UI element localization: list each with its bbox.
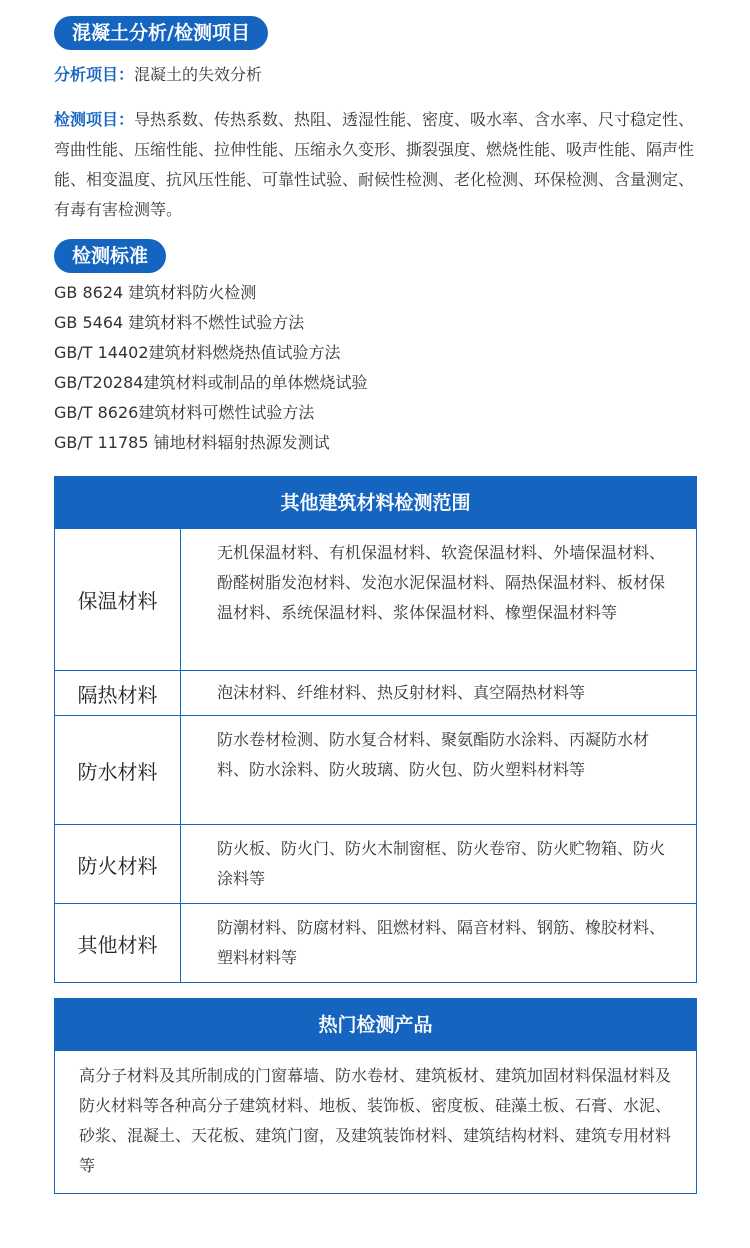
table-row: [55, 670, 696, 715]
hot-products-table: [54, 998, 697, 1194]
standard-item: GB/T 14402建筑材料燃烧热值试验方法: [54, 343, 341, 362]
standard-item: GB/T 8626建筑材料可燃性试验方法: [54, 403, 315, 422]
row-category: 保温材料: [55, 529, 181, 670]
table-row: [55, 903, 696, 982]
analysis-paragraph: [54, 60, 704, 90]
testing-text: 导热系数、传热系数、热阻、透湿性能、密度、吸水率、含水率、尺寸稳定性、弯曲性能、压缩性能、拉伸性能、压缩永久变形、撕裂强度、燃烧性能、吸声性能、隔声性能、相变温度、抗风压性能、可靠性试验、耐候性检测、老化检测、环保检测、含量测定、有毒有害检测等。: [54, 110, 695, 219]
standards-list: [54, 278, 367, 458]
row-description: 防潮材料、防腐材料、阻燃材料、隔音材料、钢筋、橡胶材料、塑料材料等: [217, 918, 666, 967]
standard-item: GB 5464 建筑材料不燃性试验方法: [54, 313, 305, 332]
standard-item: GB/T20284建筑材料或制品的单体燃烧试验: [54, 373, 368, 392]
table-row: [55, 529, 696, 670]
row-category: 隔热材料: [55, 671, 181, 715]
materials-scope-table-header: 其他建筑材料检测范围: [55, 477, 696, 529]
materials-scope-table-body: [55, 529, 696, 982]
row-description: 防火板、防火门、防火木制窗框、防火卷帘、防火贮物箱、防火涂料等: [217, 839, 666, 888]
row-description: 防水卷材检测、防水复合材料、聚氨酯防水涂料、丙凝防水材料、防水涂料、防火玻璃、防火包、防火塑料材料等: [217, 730, 650, 779]
row-description: 泡沫材料、纤维材料、热反射材料、真空隔热材料等: [217, 683, 586, 702]
row-category: 防火材料: [55, 825, 181, 903]
analysis-text: 混凝土的失效分析: [134, 65, 263, 84]
row-category: 其他材料: [55, 904, 181, 982]
materials-scope-table: [54, 476, 697, 983]
standard-item: GB/T 11785 铺地材料辐射热源发测试: [54, 433, 330, 452]
table-row: [55, 715, 696, 824]
row-category: 防水材料: [55, 716, 181, 824]
standard-item: GB 8624 建筑材料防火检测: [54, 283, 257, 302]
hot-products-table-header: 热门检测产品: [55, 999, 696, 1051]
hot-products-description: 高分子材料及其所制成的门窗幕墙、防水卷材、建筑板材、建筑加固材料保温材料及防火材料等各种高分子建筑材料、地板、装饰板、密度板、硅藻土板、石膏、水泥、砂浆、混凝土、天花板、建筑门窗，及建筑装饰材料、建筑结构材料、建筑专用材料等: [79, 1066, 672, 1175]
testing-paragraph: [54, 105, 704, 225]
row-description: 无机保温材料、有机保温材料、软瓷保温材料、外墙保温材料、酚醛树脂发泡材料、发泡水泥保温材料、隔热保温材料、板材保温材料、系统保温材料、浆体保温材料、橡塑保温材料等: [217, 543, 666, 622]
analysis-label: 分析项目：: [54, 65, 135, 84]
testing-label: 检测项目：: [54, 110, 135, 129]
section-title-concrete-testing: 混凝土分析/检测项目: [54, 16, 268, 50]
section-title-standards: 检测标准: [54, 239, 166, 273]
table-row: [55, 824, 696, 903]
